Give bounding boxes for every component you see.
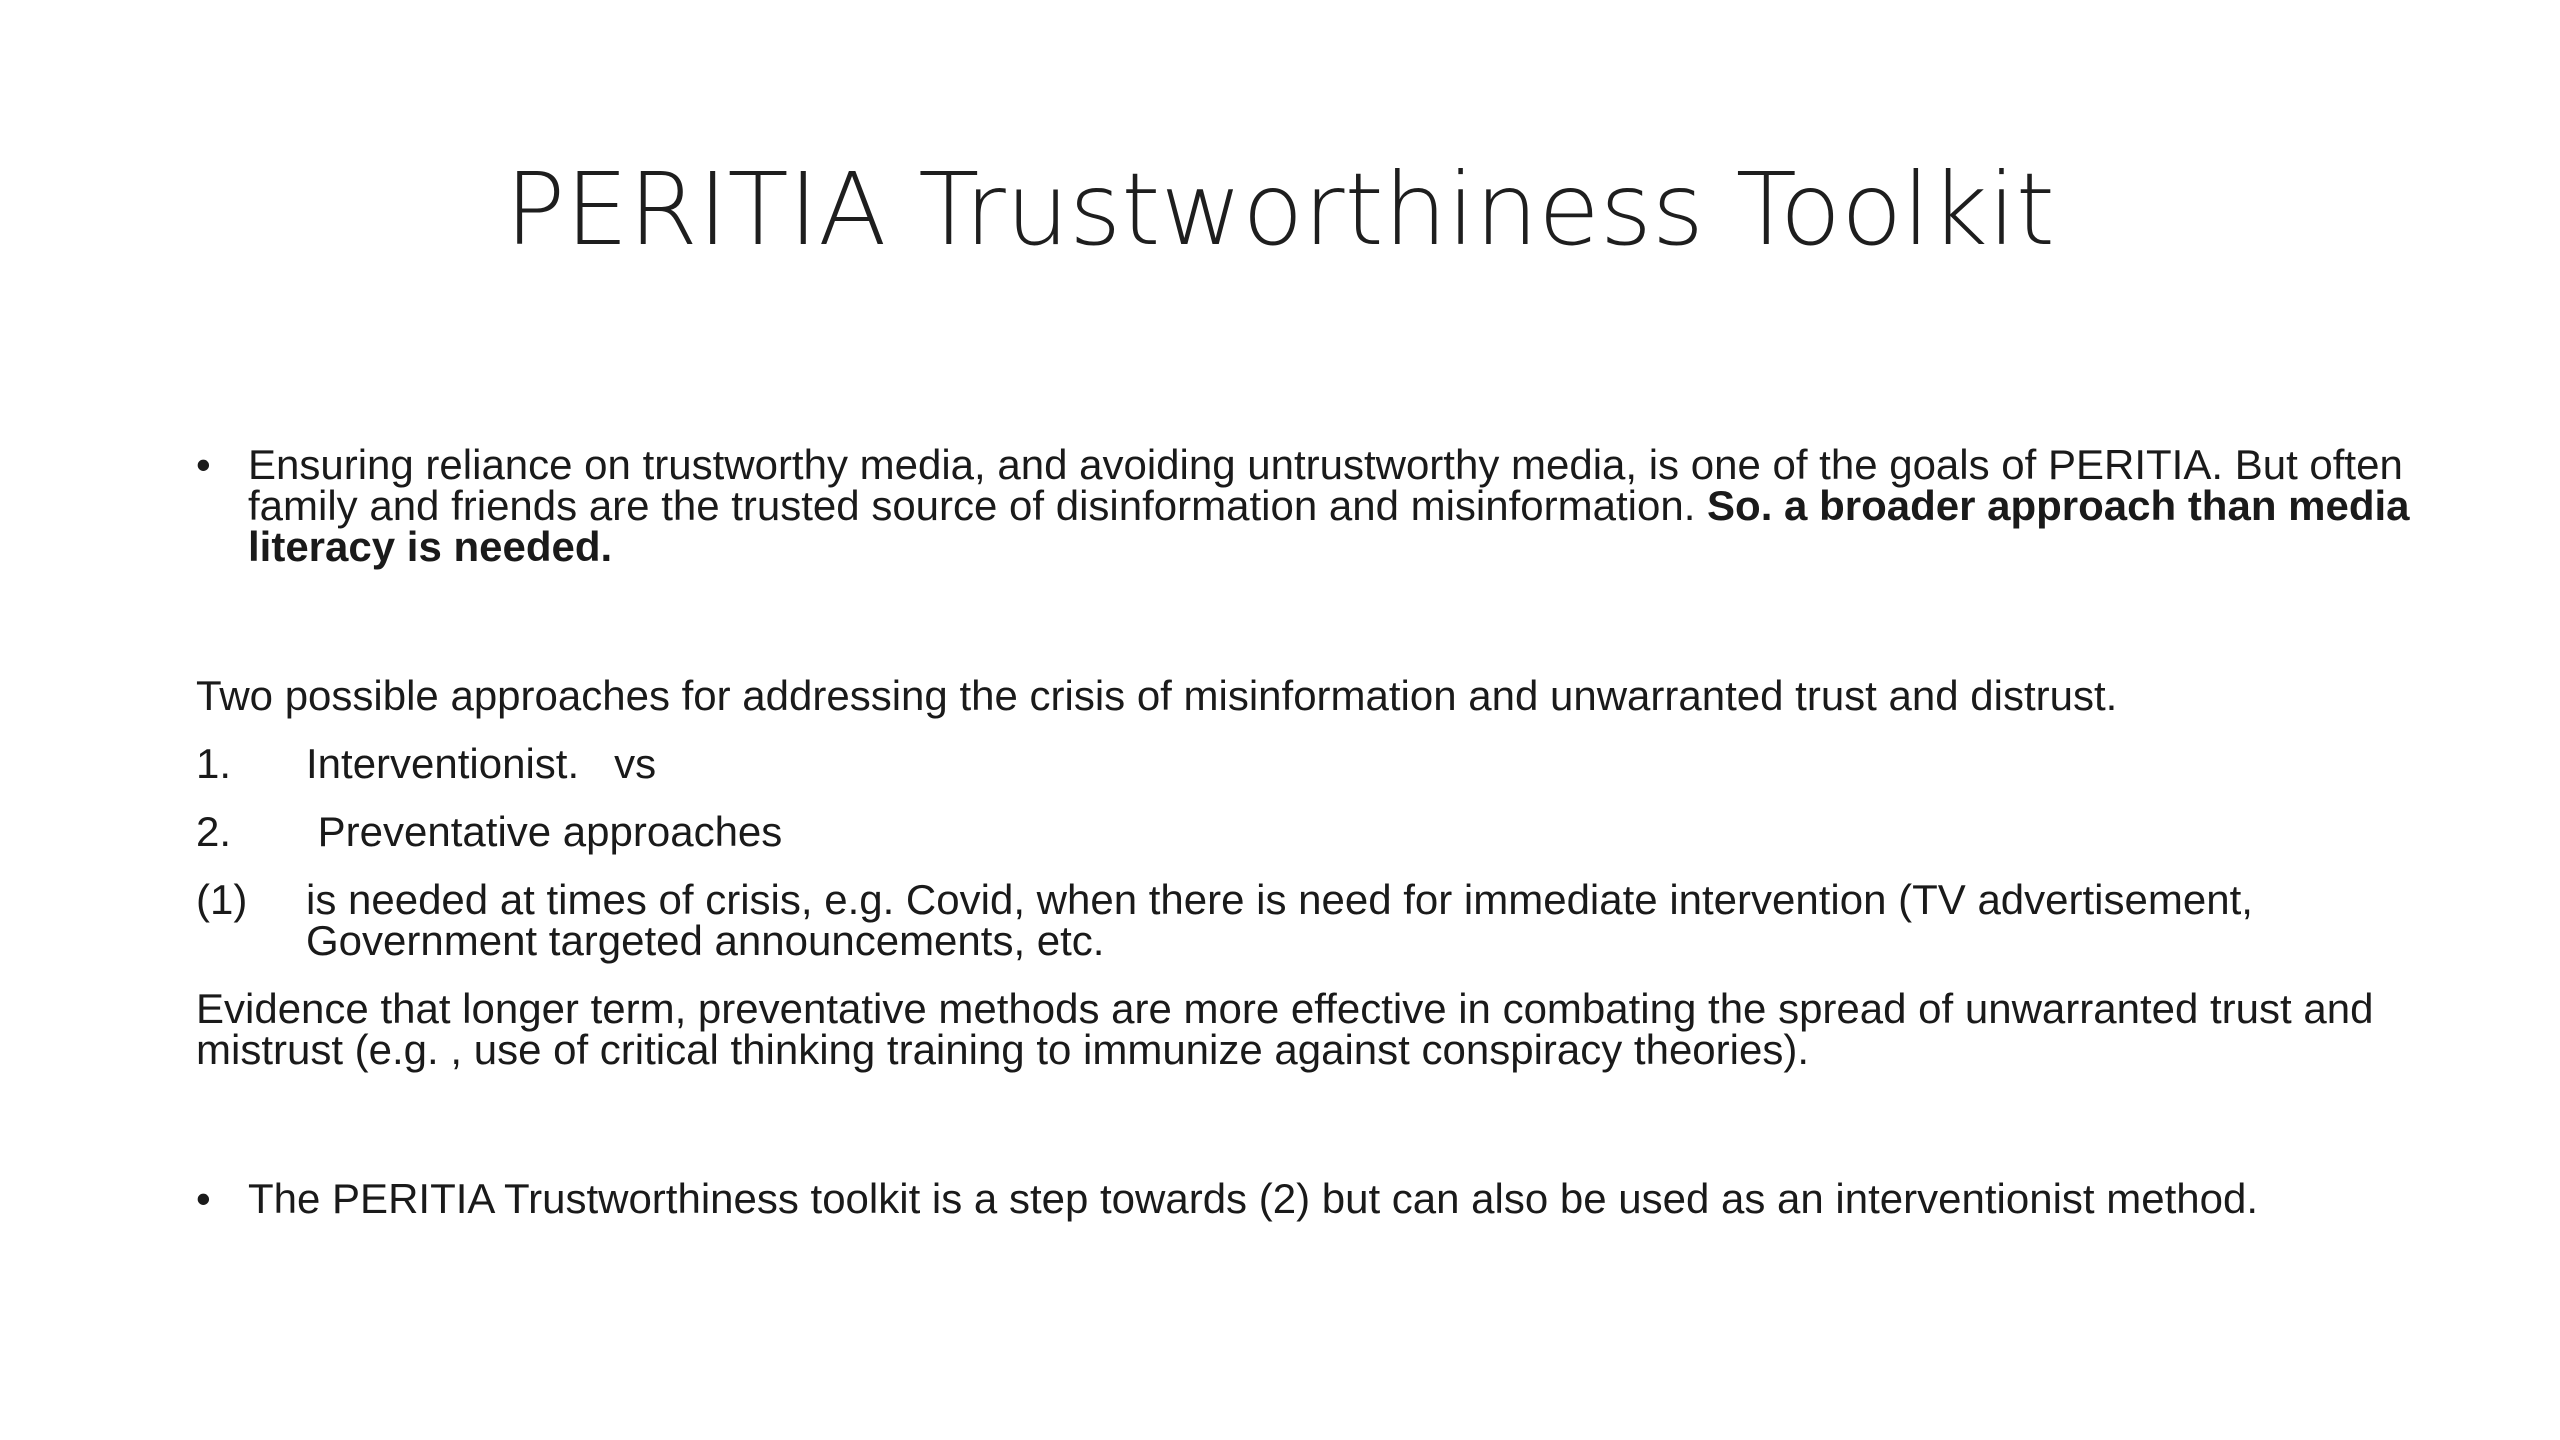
intro-text: Two possible approaches for addressing the crisis of misinformation and unwarranted trust and distrust. xyxy=(196,672,2118,719)
list-item-interventionist xyxy=(196,740,2446,787)
slide-title: PERITIA Trustworthiness Toolkit xyxy=(505,151,2055,268)
evidence-text: Evidence that longer term, preventative methods are more effective in combating the spread of unwarranted trust and mistrust (e.g. , use of critical thinking training to immunize against conspiracy theories). xyxy=(196,985,2374,1073)
slide-body xyxy=(196,441,2446,1222)
list-item-number: 1. xyxy=(196,740,232,787)
list-item-number: (1) xyxy=(196,876,248,923)
bullet-marker: • xyxy=(196,441,211,488)
bullet-item-toolkit xyxy=(196,1175,2446,1222)
list-item-text: Interventionist. vs xyxy=(306,740,657,787)
list-item-number: 2. xyxy=(196,808,232,855)
bullet-marker: • xyxy=(196,1175,211,1222)
list-item-crisis-note xyxy=(196,876,2446,964)
bullet-item-goals xyxy=(196,441,2446,570)
list-item-preventative xyxy=(196,808,2446,855)
bullet-text-bold: So. a broader approach than media literacy is needed. xyxy=(248,482,2410,570)
list-item-text: Preventative approaches xyxy=(306,808,783,855)
bullet-text: The PERITIA Trustworthiness toolkit is a step towards (2) but can also be used as an interventionist method. xyxy=(248,1175,2258,1222)
bullet-text-regular: Ensuring reliance on trustworthy media, and avoiding untrustworthy media, is one of the goals of PERITIA. But often family and friends are the trusted source of disinformation and misinformation. xyxy=(248,441,2403,529)
list-item-text: is needed at times of crisis, e.g. Covid, when there is need for immediate intervention (TV advertisement, Government targeted announcements, etc. xyxy=(306,876,2253,964)
